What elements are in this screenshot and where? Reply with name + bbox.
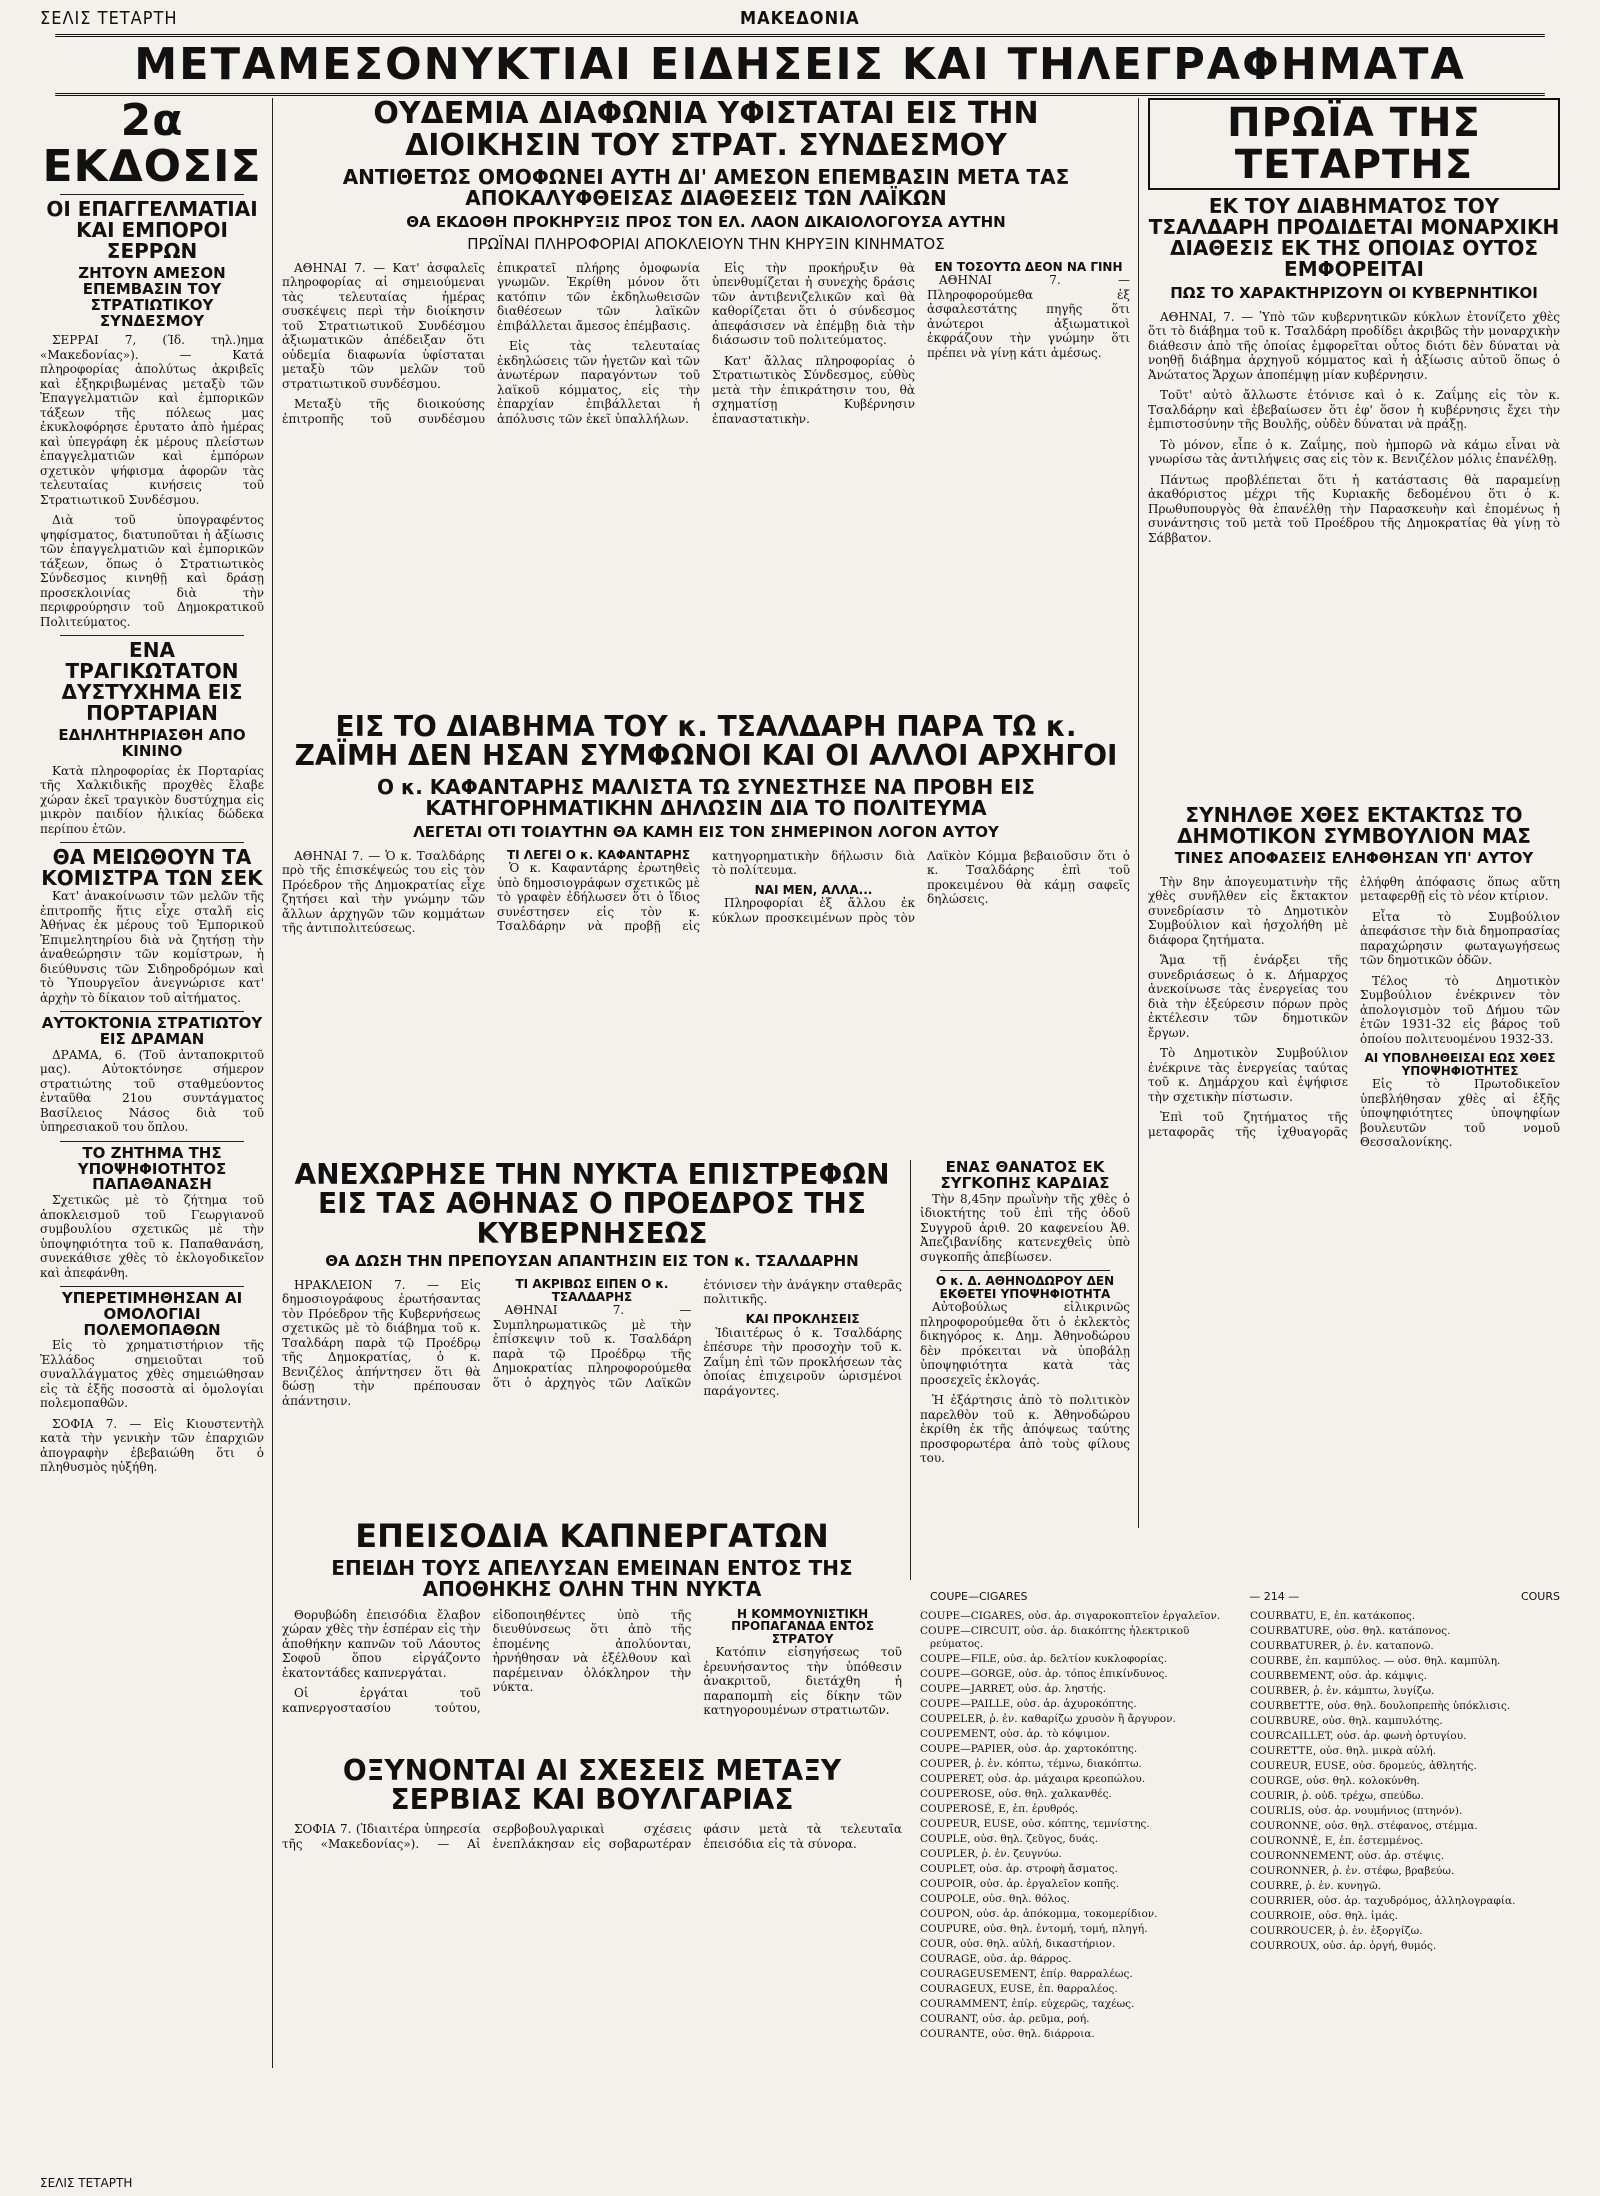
left-column [40,95,264,1481]
article-headline: ΤΟ ΖΗΤΗΜΑ ΤΗΣ ΥΠΟΨΗΦΙΟΤΗΤΟΣ ΠΑΠΑΘΑΝΑΣΗ [77,1143,227,1194]
article-body: Εἰς τὸ χρηματιστήριον τῆς Ἐλλάδος σημειοῦται τοῦ συναλλάγματος χθὲς σημειώθησαν εἰς τὰ ἑξῆς ποσοστὰ αἱ ὁμολογίαι πολεμοπαθῶν. [40,1338,264,1411]
dictionary-entry: COURBER, ῥ. ἐν. κάμπτω, λυγίζω. [1250,1685,1435,1697]
dictionary-entry: COURBE, ἐπ. καμπύλος. — οὐσ. θηλ. καμπύλη. [1250,1655,1501,1667]
article-subheadline: ΕΝ ΤΟΣΟΥΤΩ ΔΕΟΝ ΝΑ ΓΙΝΗ [934,260,1123,274]
article-headline: ΘΑ ΜΕΙΩΘΟΥΝ ΤΑ ΚΟΜΙΣΤΡΑ ΤΩΝ ΣΕΚ [41,845,263,891]
dictionary-entry: COURRIER, οὐσ. ἀρ. ταχυδρόμος, ἀλληλογραφία. [1250,1895,1516,1907]
dictionary-entry: COUPE—PAPIER, οὐσ. ἀρ. χαρτοκόπτης. [920,1743,1138,1755]
article-headline: ΕΠΕΙΣΟΔΙΑ ΚΑΠΝΕΡΓΑΤΩΝ [355,1517,829,1555]
column-rule [1138,98,1139,1528]
article-body: Κατ' ἄλλας πληροφορίας ὁ Στρατιωτικὸς Σύνδεσμος, εὐθὺς μετὰ τὴν ἐπικράτησιν του, θὰ σχηματίσῃ Κυβέρνησιν ἐπαναστατικὴν. [712,353,915,426]
right-top-article [1148,98,1560,730]
dictionary-entry: COURLIS, οὐσ. ἀρ. νουμήνιος (πτηνόν). [1250,1805,1463,1817]
dictionary-entry: COURBETTE, οὐσ. θηλ. δουλοπρεπὴς ὑπόκλισις. [1250,1700,1511,1712]
article-body: Θορυβώδη ἐπεισόδια ἔλαβον χώραν χθὲς τὴν ἑσπέραν εἰς τὴν ἀποθήκην καπνῶν τοῦ Λάουτος Σοφοῦ ὅπου εἰργάζοντο ἑκατοντάδες καπνεργάται. [282,1607,481,1680]
article-subheadline: ΤΙ ΑΚΡΙΒΩΣ ΕΙΠΕΝ Ο κ. ΤΣΑΛΔΑΡΗΣ [515,1277,669,1304]
article-body: ΣΟΦΙΑ 7. — Εἰς Κιουστεντὴλ κατὰ τὴν γενικὴν τῶν ἐπαρχιῶν ἀπογραφὴν ἐβεβαιώθη ὅτι ὁ πληθυσμὸς ηὐξήθη. [40,1416,264,1475]
article-body: ΑΘΗΝΑΙ 7. — Πληροφορούμεθα ἐξ ἀσφαλεστάτης πηγῆς ὅτι ἀνώτεροι ἀξιωματικοὶ ἐκφράζουν τὴν γνώμην ὅτι πρέπει νὰ γίνῃ κάτι ἀμέσως. [927,273,1130,360]
article-body: ΑΘΗΝΑΙ, 7. — Ὑπὸ τῶν κυβερνητικῶν κύκλων ἐτονίζετο χθὲς ὅτι τὸ διάβημα τοῦ κ. Τσαλδάρη προδίδει ἀκριβῶς τὴν μοναρχικὴν διάθεσιν ἀπὸ τῆς ὁποίας ἐμφορεῖται οὗτος διότι δὲν δύναται νὰ νοηθῇ διάβημα ἀρχηγοῦ κόμματος καὶ ἡ ἀξίωσις αὐτοῦ ὅπως ὁ Ἀνώτατος Ἄρχων ἀποπέμψῃ μίαν κυβέρνησιν. [1148,309,1560,382]
dictionary-entry: COURRE, ῥ. ἐν. κυνηγῶ. [1250,1880,1381,1892]
dictionary-entry: COURANTE, οὐσ. θηλ. διάρροια. [920,2028,1095,2040]
article-body: Πάντως προβλέπεται ὅτι ἡ κατάστασις θὰ παραμείνῃ ἀκαθόριστος μέχρι τῆς Κυριακῆς δεδομένου ὅτι ὁ κ. Πρωθυπουργὸς θὰ ἐπανέλθῃ τὴν Παρασκευὴν καὶ ἐπομένως ἡ συνάντησις τοῦ μετὰ τοῦ Προέδρου τῆς Δημοκρατίας θὰ γίνῃ τὸ Σάββατον. [1148,472,1560,545]
dictionary-section [920,1590,1570,2190]
article-headline: ΟΙ ΕΠΑΓΓΕΛΜΑΤΙΑΙ ΚΑΙ ΕΜΠΟΡΟΙ ΣΕΡΡΩΝ [46,197,258,264]
dictionary-entry: COUPE—FILE, οὐσ. ἀρ. δελτίον κυκλοφορίας. [920,1653,1168,1665]
article-columns [282,1608,902,1748]
dictionary-entry: COUPEUR, EUSE, οὐσ. κόπτης, τεμνίστης. [920,1818,1150,1830]
dictionary-entry: COURROUX, οὐσ. ἀρ. ὀργή, θυμός. [1250,1940,1437,1952]
article-body: ΑΘΗΝΑΙ 7. — Συμπληρωματικῶς μὲ τὴν ἐπίσκεψιν τοῦ κ. Τσαλδάρη παρὰ τῷ Προέδρῳ τῆς Δημοκρατίας πληροφορούμεθα ὅτι ὁ ἀρχηγὸς τῶν Λαϊκῶν ἐτόνισεν τὴν ἀνάγκην σταθερᾶς πολιτικῆς. [492,1277,902,1390]
dictionary-entry: COURANT, οὐσ. ἀρ. ρεῦμα, ροή. [920,2013,1090,2025]
dictionary-entry: COUPE—CIRCUIT, οὐσ. ἀρ. διακόπτης ἠλεκτρικοῦ ρεύματος. [920,1625,1190,1650]
column-rule [272,98,273,2068]
center-second-article [282,712,1130,1149]
dictionary-header [930,1590,1560,1603]
dictionary-entry: COURBATU, E, ἐπ. κατάκοπος. [1250,1610,1416,1622]
dictionary-entry: COUREUR, EUSE, οὐσ. δρομεύς, ἀθλητής. [1250,1760,1477,1772]
article-subheadline: ΕΚ ΤΟΥ ΔΙΑΒΗΜΑΤΟΣ ΤΟΥ ΤΣΑΛΔΑΡΗ ΠΡΟΔΙΔΕΤΑΙ ΜΟΝΑΡΧΙΚΗ ΔΙΑΘΕΣΙΣ ΕΚ ΤΗΣ ΟΠΟΙΑΣ ΟΥΤΟΣ ΕΜΦΟΡΕΙΤΑΙ [1148,194,1560,281]
article-body: Κατόπιν εἰσηγήσεως τοῦ ἐρευνήσαντος τὴν ὑπόθεσιν ἀνακριτοῦ, διετάχθη ἡ παραπομπὴ εἰς δίκην τῶν κατηγορουμένων στρατιωτῶν. [703,1645,902,1718]
article-headline: ΕΝΑ ΤΡΑΓΙΚΩΤΑΤΟΝ ΔΥΣΤΥΧΗΜΑ ΕΙΣ ΠΟΡΤΑΡΙΑΝ [61,638,243,726]
section-title: ΜΕΤΑΜΕΣΟΝΥΚΤΙΑΙ ΕΙΔΗΣΕΙΣ ΚΑΙ ΤΗΛΕΓΡΑΦΗΜΑΤΑ [55,34,1545,96]
article-body: Εἰς τὴν προκήρυξιν θὰ ὑπενθυμίζεται ἡ συνεχὴς δράσις τῶν ἀντιβενιζελικῶν καὶ θὰ καθορίζεται ὅτι ὁ σύνδεσμος ἀπεφάσισεν νὰ ἐπέμβῃ διὰ τὴν διάσωσιν τοῦ πολιτεύματος. [712,260,915,347]
article-subheadline: ΛΕΓΕΤΑΙ ΟΤΙ ΤΟΙΑΥΤΗΝ ΘΑ ΚΑΜΗ ΕΙΣ ΤΟΝ ΣΗΜΕΡΙΝΟΝ ΛΟΓΟΝ ΑΥΤΟΥ [413,822,999,841]
dictionary-entry: COURAMMENT, ἐπίρ. εὐχερῶς, ταχέως. [920,1998,1135,2010]
article-headline: ΑΝΕΧΩΡΗΣΕ ΤΗΝ ΝΥΚΤΑ ΕΠΙΣΤΡΕΦΩΝ ΕΙΣ ΤΑΣ ΑΘΗΝΑΣ Ο ΠΡΟΕΔΡΟΣ ΤΗΣ ΚΥΒΕΡΝΗΣΕΩΣ [294,1158,890,1250]
article-columns [1148,310,1560,730]
dictionary-entry: COURBATURER, ῥ. ἐν. καταπονῶ. [1250,1640,1434,1652]
right-middle-article [1148,805,1560,1435]
dictionary-entry: COUPLER, ῥ. ἐν. ζευγνύω. [920,1848,1062,1860]
dictionary-entry: COURETTE, οὐσ. θηλ. μικρὰ αὐλή. [1250,1745,1436,1757]
article-body: ΑΘΗΝΑΙ 7. — Ὁ κ. Τσαλδάρης πρὸ τῆς ἐπισκέψεώς του εἰς τὸν Πρόεδρον τῆς Δημοκρατίας εἶχε ζητήσει καὶ τὴν γνώμην τῶν ἄλλων ἀρχηγῶν τῶν κομμάτων τῆς ἀντιπολιτεύσεως. [282,848,485,936]
article-body: Εἶτα τὸ Συμβούλιον ἀπεφάσισε τὴν διὰ δημοπρασίας παραχώρησιν φωταγωγήσεως τῶν δημοτικῶν ὁδῶν. [1360,909,1560,968]
dictionary-entry: COURBATURE, οὐσ. θηλ. κατάπονος. [1250,1625,1451,1637]
article-body: Σχετικῶς μὲ τὸ ζήτημα τοῦ ἀποκλεισμοῦ τοῦ Γεωργιανοῦ συμβουλίου σχετικῶς μὲ τὴν ὑποψηφιότητα τοῦ κ. Παπαθανάση, συνεκάθισε χθὲς τὸ ἐκλογοδικεῖον καὶ ἀπεφάνθη. [40,1193,264,1280]
center-third-article [282,1160,902,1578]
article-subheadline: ΚΑΙ ΠΡΟΚΛΗΣΕΙΣ [745,1311,860,1326]
article-body: Πληροφορίαι ἐξ ἄλλου ἐκ κύκλων προσκειμένων πρὸς τὸν Λαϊκὸν Κόμμα βεβαιοῦσιν ὅτι ὁ κ. Τσαλδάρης ἐπὶ τοῦ προκειμένου θὰ κάμῃ σαφεῖς δηλώσεις. [712,848,1130,925]
page-label: ΣΕΛΙΣ ΤΕΤΑΡΤΗ [40,8,178,29]
dictionary-entry: COURONNER, ῥ. ἐν. στέφω, βραβεύω. [1250,1865,1455,1877]
small-news [920,1160,1130,1472]
article-body: ΔΡΑΜΑ, 6. (Τοῦ ἀνταποκριτοῦ μας). Αὐτοκτόνησε σήμερον στρατιώτης τοῦ σταθμεύοντος ἐνταῦθα 21ου συντάγματος Βασίλειος Νάσος διὰ τοῦ ὑπηρεσιακοῦ του ὅπλου. [40,1047,264,1135]
dictionary-column [1250,1610,1562,1955]
dictionary-entry: COUPON, οὐσ. ἀρ. ἀπόκομμα, τοκομερίδιον. [920,1908,1158,1920]
article-body: ΣΟΦΙΑ 7. (Ἰδιαιτέρα ὑπηρεσία τῆς «Μακεδονίας»). — Αἱ σερβοβουλγαρικαὶ σχέσεις ἐνεπλάκησαν εἰς σοβαρωτέραν φάσιν μετὰ τὰ τελευταῖα ἐπεισόδια εἰς τὰ σύνορα. [282,1822,902,1851]
article-subheadline: ΕΠΕΙΔΗ ΤΟΥΣ ΑΠΕΛΥΣΑΝ ΕΜΕΙΝΑΝ ΕΝΤΟΣ ΤΗΣ ΑΠΟΘΗΚΗΣ ΟΛΗΝ ΤΗΝ ΝΥΚΤΑ [331,1555,853,1601]
dictionary-entry: COUPEROSÉ, E, ἐπ. ἐρυθρός. [920,1803,1079,1815]
center-bottom-article [282,1517,902,2022]
article-columns [282,261,1130,631]
article-subheadline: ΝΑΙ ΜΕΝ, ΑΛΛΑ... [754,882,873,897]
article-body: Ὁ κ. Καφαντάρης ἐρωτηθεὶς ὑπὸ δημοσιογράφων σχετικῶς μὲ τὸ γραφὲν ἐδήλωσεν ὅτι ὁ ἴδιος συνέστησεν εἰς τὸν κ. Τσαλδάρην νὰ προβῇ εἰς κατηγορηματικὴν δήλωσιν διὰ τὸ πολίτευμα. [497,848,915,934]
dictionary-entry: COURBEMENT, οὐσ. ἀρ. κάμψις. [1250,1670,1428,1682]
dictionary-entry: COUPOIR, οὐσ. ἀρ. ἐργαλεῖον κοπῆς. [920,1878,1120,1890]
article-columns [282,849,1130,1149]
dictionary-entry: COURAGEUSEMENT, ἐπίρ. θαρραλέως. [920,1968,1133,1980]
dictionary-entry: COURAGEUX, EUSE, ἐπ. θαρραλέος. [920,1983,1118,1995]
article-body: Τοῦτ' αὐτὸ ἄλλωστε ἐτόνισε καὶ ὁ κ. Ζαΐμης εἰς τὸν κ. Τσαλδάρην καὶ ἐβεβαίωσεν ὅτι ἐφ' ὅσον ἡ κυβέρνησις ἔχει τὴν ἐμπιστοσύνην τῆς Βουλῆς, οὐδὲν δύναται νὰ πράξῃ. [1148,388,1560,432]
article-body: Ἅμα τῇ ἐνάρξει τῆς συνεδριάσεως ὁ κ. Δήμαρχος ἀνεκοίνωσε τὰς ἐνεργείας του διὰ τὴν ἐξεύρεσιν πόρων πρὸς ἐκτέλεσιν τῶν δημοτικῶν ἔργων. [1148,953,1348,1040]
article-body: Διὰ τοῦ ὑπογραφέντος ψηφίσματος, διατυποῦται ἡ ἀξίωσις τῶν ἐπαγγελματιῶν καὶ ἐμπορικῶν τάξεων, ὅπως ὁ Στρατιωτικὸς Σύνδεσμος κινηθῇ καὶ δράσῃ προσεκλοινίας διὰ τὴν περιφρούρησιν τοῦ Δημοκρατικοῦ Πολιτεύματος. [40,513,264,629]
dictionary-entry: COUPE—JARRET, οὐσ. ἀρ. ληστής. [920,1683,1107,1695]
main-subheadline: ΘΑ ΕΚΔΟΘΗ ΠΡΟΚΗΡΥΞΙΣ ΠΡΟΣ ΤΟΝ ΕΛ. ΛΑΟΝ ΔΙΚΑΙΟΛΟΓΟΥΣΑ ΑΥΤΗΝ [406,213,1006,231]
column-rule [910,1160,911,1580]
article-subheadline: ΤΙ ΛΕΓΕΙ Ο κ. ΚΑΦΑΝΤΑΡΗΣ [506,848,691,862]
dictionary-page-num: — 214 — [1249,1590,1300,1603]
article-body: ΣΕΡΡΑΙ 7, (Ίδ. τηλ.)ημα «Μακεδονίας»). — Κατά πληροφορίας ἀπολύτως ἀκριβεῖς καὶ ἐξηκριβωμένας μεταξὺ τῶν Ἐπαγγελματιῶν καὶ ἐμπορικῶν τάξεων τῆς πόλεως μας ἐκυκλοφόρησε ἐρυτατο ἀπὸ ἡμέρας καὶ ὑπεγράφη ἐκ μέρους πλείστων ἐπαγγελματιῶν καὶ ἐμπόρων σχετικὸν ψήφισμα ἀφορῶν τὰς τελευταίας κινήσεις τοῦ Στρατιωτικοῦ Συνδέσμου. [40,333,264,507]
dictionary-entry: COURGE, οὐσ. θηλ. κολοκύνθη. [1250,1775,1420,1787]
dictionary-entry: COUPLET, οὐσ. ἀρ. στροφὴ ἄσματος. [920,1863,1118,1875]
article-headline: Ο κ. Δ. ΑΘΗΝΟΔΩΡΟΥ ΔΕΝ ΕΚΘΕΤΕΙ ΥΠΟΨΗΦΙΟΤΗΤΑ [935,1274,1115,1301]
article-body: Οἱ ἐργάται τοῦ καπνεργοστασίου τούτου, εἰδοποιηθέντες ὑπὸ τῆς διευθύνσεως ὅτι ἀπὸ τῆς ἐπομένης ἀπολύονται, ἠρνήθησαν νὰ ἐξέλθουν καὶ παρέμειναν ὁλόκληρον τὴν νύκτα. [282,1607,692,1715]
main-headline: ΟΥΔΕΜΙΑ ΔΙΑΦΩΝΙΑ ΥΦΙΣΤΑΤΑΙ ΕΙΣ ΤΗΝ ΔΙΟΙΚΗΣΙΝ ΤΟΥ ΣΤΡΑΤ. ΣΥΝΔΕΣΜΟΥ [373,96,1039,163]
article-body: Μεταξὺ τῆς διοικούσης ἐπιτροπῆς τοῦ συνδέσμου ἐπικρατεῖ πλήρης ὁμοφωνία γνωμῶν. Ἐκρίθη μόνον ὅτι κατόπιν τῶν ἐκδηλωθεισῶν διαθέσεων τῶν λαϊκῶν ἐπιβάλλεται ἄμεσος ἐπέμβασις. [282,260,700,426]
main-subheadline: ΠΡΩΪΝΑΙ ΠΛΗΡΟΦΟΡΙΑΙ ΑΠΟΚΛΕΙΟΥΝ ΤΗΝ ΚΗΡΥΞΙΝ ΚΙΝΗΜΑΤΟΣ [467,234,945,253]
dictionary-entry: COUPE—CIGARES, οὐσ. ἀρ. σιγαροκοπτεῖον ἐργαλεῖον. [920,1610,1221,1622]
article-subheadline: ΠΩΣ ΤΟ ΧΑΡΑΚΤΗΡΙΖΟΥΝ ΟΙ ΚΥΒΕΡΝΗΤΙΚΟΙ [1170,284,1538,302]
dictionary-left-head: COUPE—CIGARES [930,1590,1028,1603]
article-body: Αὐτοβούλως εἰλικρινῶς πληροφορούμεθα ὅτι ὁ ἐκλεκτὸς δικηγόρος κ. Δημ. Ἀθηνοδώρου δὲν πρόκειται νὰ ὑποβάλῃ ὑποψηφιότητα κατὰ τὰς προσεχεῖς ἐκλογάς. [920,1300,1130,1387]
article-body: Κατ' ἀνακοίνωσιν τῶν μελῶν τῆς ἐπιτροπῆς ἥτις εἶχε σταλῆ εἰς Ἀθήνας ἐκ μέρους τοῦ Ἐμπορικοῦ Ἐπιμελητηρίου διὰ νὰ ζητήσῃ τὴν ἀναθεώρησιν τῶν κομίστρων, ἡ διεύθυνσις τῶν Σιδηροδρόμων καὶ τὸ Ὑπουργεῖον ἀνεγνώρισε κατ' ἀρχὴν τὸ δίκαιον τοῦ αἰτήματος. [40,889,264,1005]
main-subheadline: ΑΝΤΙΘΕΤΩΣ ΟΜΟΦΩΝΕΙ ΑΥΤΗ ΔΙ' ΑΜΕΣΟΝ ΕΠΕΜΒΑΣΙΝ ΜΕΤΑ ΤΑΣ ΑΠΟΚΑΛΥΦΘΕΙΣΑΣ ΔΙΑΘΕΣΕΙΣ ΤΩΝ ΛΑΪΚΩΝ [342,165,1070,210]
center-top-article [282,98,1130,631]
article-body: Ἰδιαιτέρως ὁ κ. Τσαλδάρης ἐπέσυρε τὴν προσοχὴν τοῦ κ. Ζαΐμη ἐπὶ τῶν προκλήσεων τὰς ὁποίας ἐπιχειροῦν ὡρισμένοι παράγοντες. [703,1325,902,1398]
dictionary-entry: COURROUCER, ῥ. ἐν. ἐξοργίζω. [1250,1925,1423,1937]
article-subheadline: Η ΚΟΜΜΟΥΝΙΣΤΙΚΗ ΠΡΟΠΑΓΑΝΔΑ ΕΝΤΟΣ ΣΤΡΑΤΟΥ [731,1607,875,1646]
dictionary-entry: COURONNÉ, E, ἐπ. ἐστεμμένος. [1250,1835,1424,1847]
article-body: Ἐπὶ τοῦ ζητήματος τῆς μεταφορᾶς τῆς ἰχθυαγορᾶς ἐλήφθη ἀπόφασις ὅπως αὕτη μεταφερθῇ εἰς τὸ νέον κτίριον. [1148,874,1560,1139]
page-footer [40,2176,1560,2194]
article-subheadline: ΤΙΝΕΣ ΑΠΟΦΑΣΕΙΣ ΕΛΗΦΘΗΣΑΝ ΥΠ' ΑΥΤΟΥ [1174,849,1534,867]
article-body: Εἰς τὰς τελευταίας ἐκδηλώσεις τῶν ἡγετῶν καὶ τῶν ἀνωτέρων παραγόντων τοῦ λαϊκοῦ κόμματος, εἰς τὴν ἐπαρχίαν ἐπιβάλλεται ἡ ἀπόλυσις τῶν ἐκεῖ ὑπαλλήλων. [497,339,700,426]
article-columns [282,1822,902,2022]
dictionary-entry: COURONNEMENT, οὐσ. ἀρ. στέψις. [1250,1850,1445,1862]
article-body: Τὸ μόνον, εἶπε ὁ κ. Ζαΐμης, ποὺ ἠμπορῶ νὰ κάμω εἶναι νὰ γνωρίσω τὰς ἀντιλήψεις σας εἰς τὸν κ. Βενιζέλον μόλις ἐπανέλθῃ. [1148,437,1560,467]
dictionary-entry: COUPELER, ῥ. ἐν. καθαρίζω χρυσὸν ἢ ἄργυρον. [920,1713,1176,1725]
article-body: Τὴν 8,45ην πρωῒνὴν τῆς χθὲς ὁ ἰδιοκτήτης τοῦ ἐπὶ τῆς ὁδοῦ Συγγροῦ ἀριθ. 20 καφενείου Ἀθ. Ἀπεζιβανίδης κατενεχθεὶς ὑπὸ συγκοπῆς ἀπεβίωσεν. [920,1191,1130,1264]
article-columns [1148,875,1560,1435]
dictionary-entry: COUPEROSE, οὐσ. θηλ. χαλκανθές. [920,1788,1112,1800]
dictionary-entry: COUPOLE, οὐσ. θηλ. θόλος. [920,1893,1070,1905]
article-body: Τέλος τὸ Δημοτικὸν Συμβούλιον ἐνέκρινεν τὸν ἀπολογισμὸν τοῦ Δήμου τῶν ἐτῶν 1931-32 εἰς βάρος τοῦ ὁποίου πολιτευομένου 1932-33. [1360,973,1560,1046]
article-body: Τὴν 8ην ἀπογευματινὴν τῆς χθὲς συνῆλθεν εἰς ἔκτακτον συνεδρίασιν τὸ Δημοτικὸν Συμβούλιον καὶ ἠσχολήθη μὲ διάφορα ζητήματα. [1148,874,1348,947]
paper-name: ΜΑΚΕΔΟΝΙΑ [740,8,860,29]
dictionary-right-head: COURS [1520,1590,1560,1603]
dictionary-entry: COURONNE, οὐσ. θηλ. στέφανος, στέμμα. [1250,1820,1478,1832]
article-body: Κατὰ πληροφορίας ἐκ Πορταρίας τῆς Χαλκιδικῆς προχθὲς ἔλαβε χώραν ἐκεῖ τραγικὸν δυστύχημα εἰς μικρὸν παιδίον ἡλικίας δώδεκα περίπου ἐτῶν. [40,763,264,836]
dictionary-entry: COUR, οὐσ. θηλ. αὐλή, δικαστήριον. [920,1938,1116,1950]
article-subheadline: Ο κ. ΚΑΦΑΝΤΑΡΗΣ ΜΑΛΙΣΤΑ ΤΩ ΣΥΝΕΣΤΗΣΕ ΝΑ ΠΡΟΒΗ ΕΙΣ ΚΑΤΗΓΟΡΗΜΑΤΙΚΗΝ ΔΗΛΩΣΙΝ ΔΙΑ ΤΟ ΠΟΛΙΤΕΥΜΑ [377,774,1035,820]
dictionary-entry: COUPE—GORGE, οὐσ. ἀρ. τόπος ἐπικίνδυνος. [920,1668,1168,1680]
article-subheadline: ΕΔΗΛΗΤΗΡΙΑΣΘΗ ΑΠΟ ΚΙΝΙΝΟ [58,726,246,761]
article-headline: ΟΞΥΝΟΝΤΑΙ ΑΙ ΣΧΕΣΕΙΣ ΜΕΤΑΞΥ ΣΕΡΒΙΑΣ ΚΑΙ ΒΟΥΛΓΑΡΙΑΣ [342,1753,842,1816]
dictionary-entry: COURIR, ῥ. οὐδ. τρέχω, σπεύδω. [1250,1790,1424,1802]
article-body: ΑΘΗΝΑΙ 7. — Κατ' ἀσφαλεῖς πληροφορίας αἱ σημειούμεναι τὰς τελευταίας ἡμέρας συσκέψεις περὶ τὴν διοίκησιν τοῦ Στρατιωτικοῦ Συνδέσμου ἀξιωματικῶν ἀπέδειξαν ὅτι οὐδεμία διαφωνία ὑφίσταται μεταξὺ τῶν μελῶν τοῦ στρατιωτικοῦ συνδέσμου. [282,260,485,391]
article-subheadline: ΘΑ ΔΩΣΗ ΤΗΝ ΠΡΕΠΟΥΣΑΝ ΑΠΑΝΤΗΣΙΝ ΕΙΣ ΤΟΝ κ. ΤΣΑΛΔΑΡΗΝ [325,1252,859,1271]
article-headline: ΑΥΤΟΚΤΟΝΙΑ ΣΤΡΑΤΙΩΤΟΥ ΕΙΣ ΔΡΑΜΑΝ [41,1014,263,1049]
footer-label: ΣΕΛΙΣ ΤΕΤΑΡΤΗ [40,2176,133,2190]
dictionary-entry: COUPEMENT, οὐσ. ἀρ. τὸ κόψιμον. [920,1728,1111,1740]
dictionary-entry: COURCAILLET, οὐσ. ἀρ. φωνὴ ὀρτυγίου. [1250,1730,1467,1742]
dictionary-entry: COUPE—PAILLE, οὐσ. ἀρ. ἀχυροκόπτης. [920,1698,1137,1710]
article-body: Ἡ ἐξάρτησις ἀπὸ τὸ πολιτικὸν παρελθὸν τοῦ κ. Ἀθηνοδώρου ἐκρίθη ἐκ τῆς ἀπόψεως ταύτης προσφορωτέρα ἀπὸ τοὺς φίλους του. [920,1393,1130,1466]
article-headline: ΕΝΑΣ ΘΑΝΑΤΟΣ ΕΚ ΣΥΓΚΟΠΗΣ ΚΑΡΔΙΑΣ [940,1158,1110,1192]
dictionary-entry: COUPER, ῥ. ἐν. κόπτω, τέμνω, διακόπτω. [920,1758,1142,1770]
article-headline: ΣΥΝΗΛΘΕ ΧΘΕΣ ΕΚΤΑΚΤΩΣ ΤΟ ΔΗΜΟΤΙΚΟΝ ΣΥΜΒΟΥΛΙΟΝ ΜΑΣ [1177,803,1531,848]
page-header [40,6,1560,32]
dictionary-entry: COUPLE, οὐσ. θηλ. ζεῦγος, δυάς. [920,1833,1099,1845]
dictionary-entry: COURBURE, οὐσ. θηλ. καμπυλότης. [1250,1715,1443,1727]
article-subheadline: ΖΗΤΟΥΝ ΑΜΕΣΟΝ ΕΠΕΜΒΑΣΙΝ ΤΟΥ ΣΤΡΑΤΙΩΤΙΚΟΥ ΣΥΝΔΕΣΜΟΥ [78,264,226,330]
article-headline: ΕΙΣ ΤΟ ΔΙΑΒΗΜΑ ΤΟΥ κ. ΤΣΑΛΔΑΡΗ ΠΑΡΑ ΤΩ κ. ΖΑΪΜΗ ΔΕΝ ΗΣΑΝ ΣΥΜΦΩΝΟΙ ΚΑΙ ΟΙ ΑΛΛΟΙ ΑΡΧΗΓΟΙ [294,710,1118,773]
edition-label: 2α ΕΚΔΟΣΙΣ [42,95,262,193]
article-body: Τὸ Δημοτικὸν Συμβούλιον ἐνέκρινε τὰς ἐνεργείας ταύτας τοῦ κ. Δημάρχου καὶ ἐψήφισε τὴν σχετικὴν πίστωσιν. [1148,1046,1348,1104]
article-headline: ΥΠΕΡΕΤΙΜΗΘΗΣΑΝ ΑΙ ΟΜΟΛΟΓΙΑΙ ΠΟΛΕΜΟΠΑΘΩΝ [61,1289,243,1339]
dictionary-column [920,1610,1232,2043]
dictionary-entry: COUPURE, οὐσ. θηλ. ἐντομή, τομή, πληγή. [920,1923,1148,1935]
article-headline: ΑΙ ΥΠΟΒΛΗΘΕΙΣΑΙ ΕΩΣ ΧΘΕΣ ΥΠΟΨΗΦΙΟΤΗΤΕΣ [1364,1051,1556,1078]
dictionary-entry: COURAGE, οὐσ. ἀρ. θάρρος. [920,1953,1072,1965]
dictionary-entry: COURROIE, οὐσ. θηλ. ἱμάς. [1250,1910,1399,1922]
article-body: ΗΡΑΚΛΕΙΟΝ 7. — Εἰς δημοσιογράφους ἐρωτήσαντας τὸν Πρόεδρον τῆς Κυβερνήσεως σχετικῶς μὲ τὸ διάβημα τοῦ κ. Τσαλδάρη παρὰ τῷ Προέδρῳ τῆς Δημοκρατίας, ὁ κ. Βενιζέλος ἀπήντησεν ὅτι θὰ δώσῃ τὴν πρέπουσαν ἀπάντησιν. [282,1277,481,1408]
article-body: Εἰς τὸ Πρωτοδικεῖον ὑπεβλήθησαν χθὲς αἱ ἑξῆς ὑποψηφιότητες ὑποψηφίων βουλευτῶν τοῦ νομοῦ Θεσσαλονίκης. [1360,1077,1560,1150]
article-headline: ΠΡΩΪΑ ΤΗΣ ΤΕΤΑΡΤΗΣ [1148,98,1560,190]
dictionary-entry: COUPERET, οὐσ. ἀρ. μάχαιρα κρεοπώλου. [920,1773,1146,1785]
